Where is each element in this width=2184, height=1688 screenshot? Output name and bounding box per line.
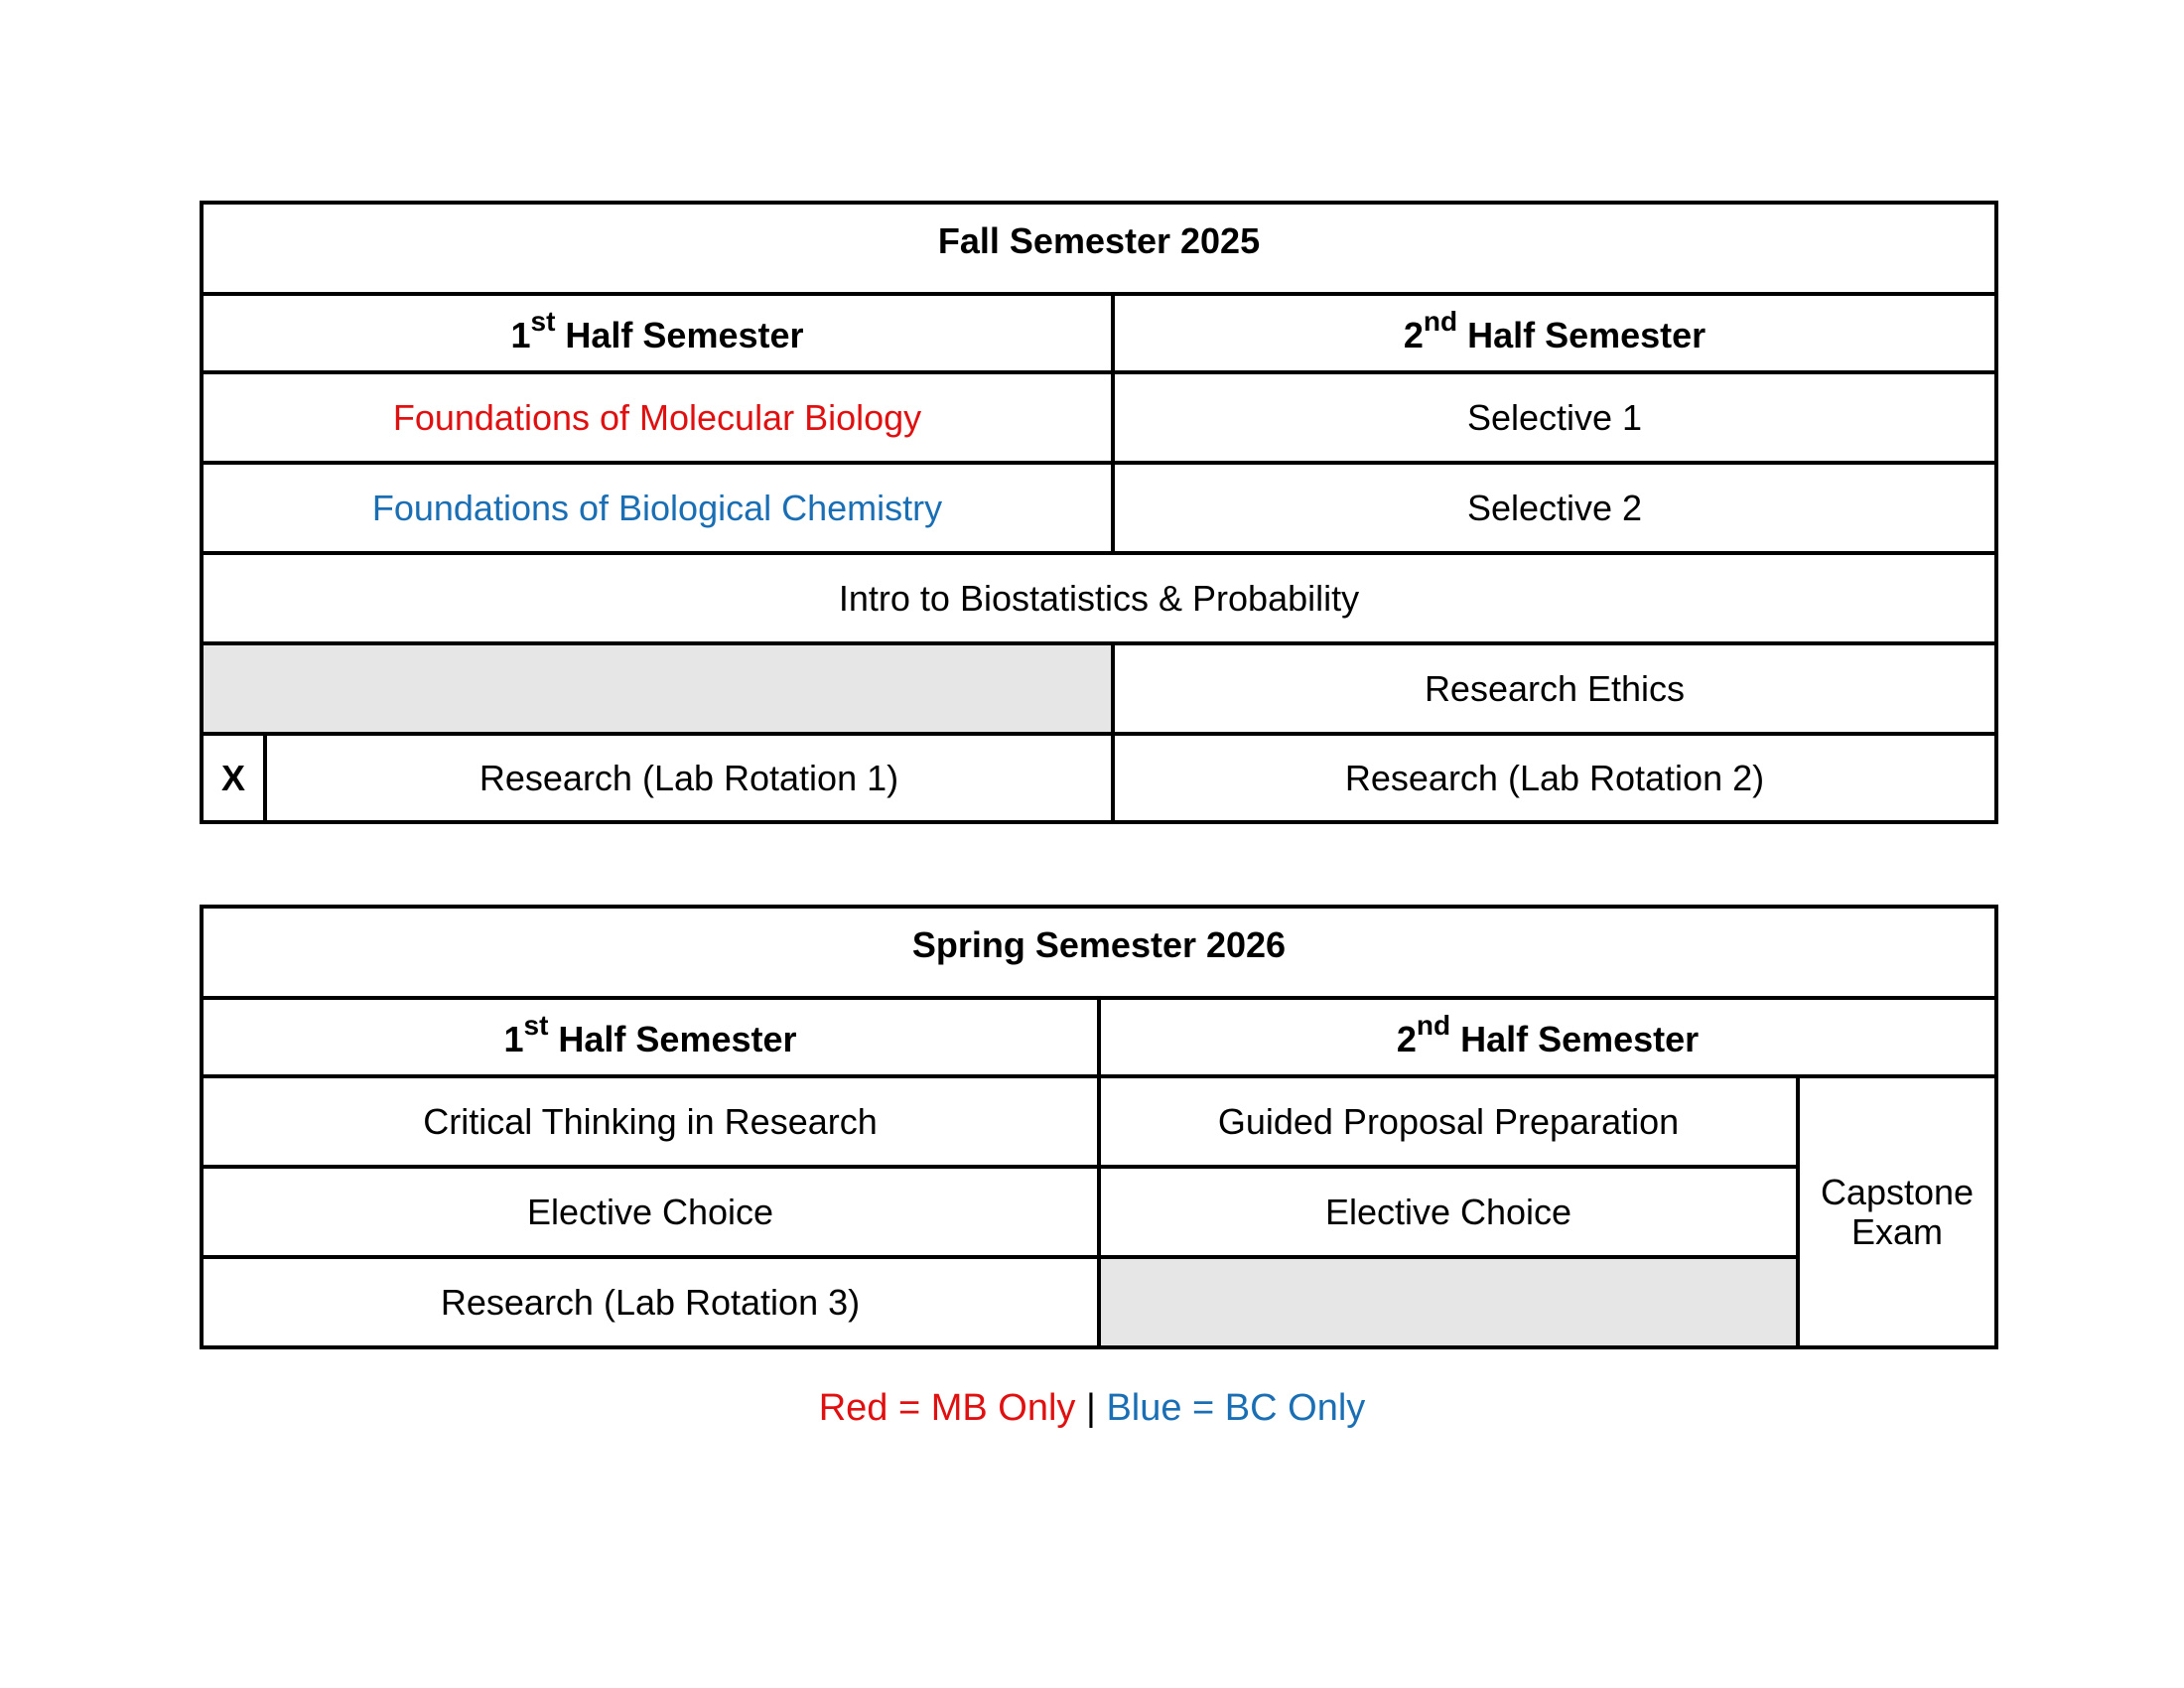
course-selective-1: Selective 1 xyxy=(1113,372,1996,463)
spring-title: Spring Semester 2026 xyxy=(202,907,1996,998)
capstone-line-2: Exam xyxy=(1850,1210,1944,1252)
spring-schedule-table xyxy=(200,905,1998,1349)
empty-grey-cell xyxy=(1099,1257,1798,1347)
spring-first-half-header: 1st Half Semester xyxy=(202,998,1099,1076)
x-mark: X xyxy=(202,734,265,822)
spring-second-half-header: 2nd Half Semester xyxy=(1099,998,1996,1076)
fall-second-half-header: 2nd Half Semester xyxy=(1113,294,1996,372)
course-biostatistics: Intro to Biostatistics & Probability xyxy=(202,553,1996,643)
fall-schedule-table xyxy=(200,201,1998,824)
course-research-ethics: Research Ethics xyxy=(1113,643,1996,734)
legend-separator: | xyxy=(1075,1387,1107,1429)
course-guided-proposal: Guided Proposal Preparation xyxy=(1099,1076,1798,1167)
course-lab-rotation-1: Research (Lab Rotation 1) xyxy=(265,734,1113,822)
color-legend xyxy=(0,1384,2184,1432)
fall-first-half-header: 1st Half Semester xyxy=(202,294,1113,372)
empty-grey-cell xyxy=(202,643,1113,734)
course-lab-rotation-3: Research (Lab Rotation 3) xyxy=(202,1257,1099,1347)
course-elective-choice-1: Elective Choice xyxy=(202,1167,1099,1257)
legend-blue: Blue = BC Only xyxy=(1106,1387,1366,1429)
capstone-exam xyxy=(1798,1076,1996,1347)
fall-title: Fall Semester 2025 xyxy=(202,203,1996,294)
course-critical-thinking: Critical Thinking in Research xyxy=(202,1076,1099,1167)
course-elective-choice-2: Elective Choice xyxy=(1099,1167,1798,1257)
legend-red: Red = MB Only xyxy=(818,1387,1076,1429)
capstone-line-1: Capstone xyxy=(1820,1171,1975,1212)
course-biological-chemistry: Foundations of Biological Chemistry xyxy=(202,463,1113,553)
course-selective-2: Selective 2 xyxy=(1113,463,1996,553)
course-molecular-biology: Foundations of Molecular Biology xyxy=(202,372,1113,463)
course-lab-rotation-2: Research (Lab Rotation 2) xyxy=(1113,734,1996,822)
